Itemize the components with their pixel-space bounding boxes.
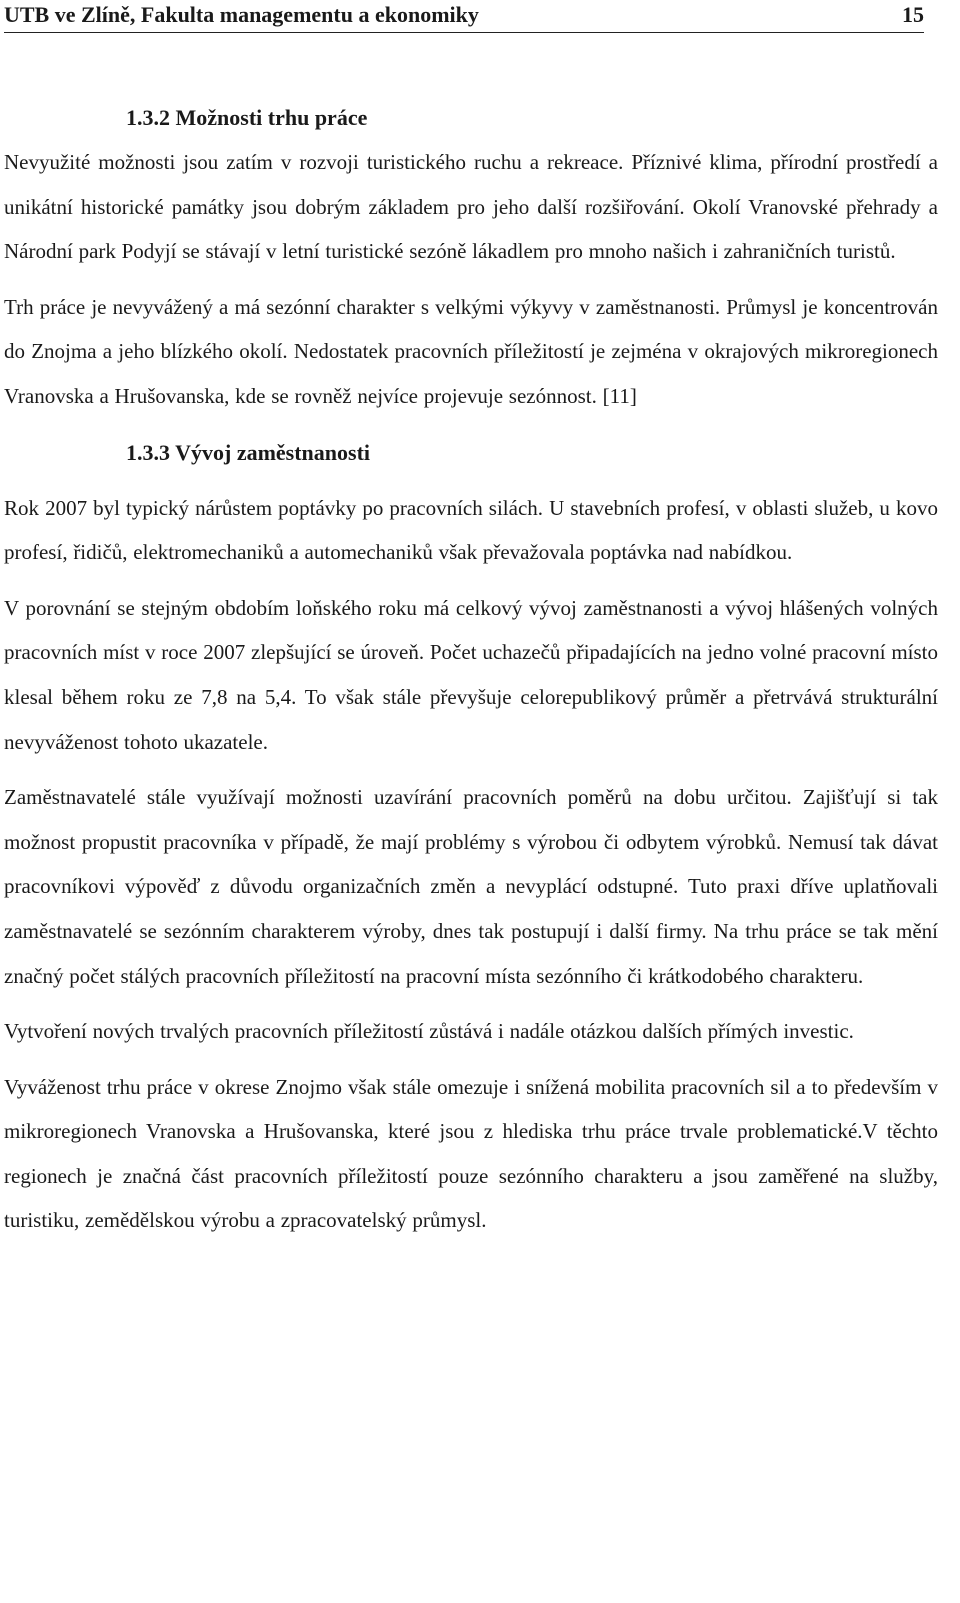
section-heading-1-3-3: 1.3.3 Vývoj zaměstnanosti [126, 439, 371, 465]
paragraph-comparison: V porovnání se stejným obdobím loňského roku má celkový vývoj zaměstnanosti a vývoj hlášených volných pracovních míst v roce 2007 zlepšující se úroveň. Počet uchazečů připadajících na jedno volné pracovní místo klesal během roku ze 7,8 na 5,4. To však stále převyšuje celorepublikový průměr a přetrvává strukturální nevyváženost tohoto ukazatele. [4, 595, 938, 754]
paragraph-demand-2007: Rok 2007 byl typický nárůstem poptávky po pracovních silách. U stavebních profesí, v oblasti služeb, u kovo profesí, řidičů, elektromechaniků a automechaniků však převažovala poptávka nad nabídkou. [4, 495, 938, 565]
page-number: 15 [902, 2, 924, 27]
section-heading-1-3-2: 1.3.2 Možnosti trhu práce [126, 105, 368, 130]
paragraph-investments: Vytvoření nových trvalých pracovních příležitostí zůstává i nadále otázkou dalších přímých investic. [4, 1019, 854, 1044]
page-header [4, 0, 924, 33]
paragraph-tourism: Nevyužité možnosti jsou zatím v rozvoji turistického ruchu a rekreace. Příznivé klima, přírodní prostředí a unikátní historické památky jsou dobrým základem pro jeho další rozšiřování. Okolí Vranovské přehrady a Národní park Podyjí se stávají v letní turistické sezóně lákadlem pro mnoho našich i zahraničních turistů. [4, 150, 938, 264]
document-body [4, 96, 938, 1243]
paragraph-labour-market: Trh práce je nevyvážený a má sezónní charakter s velkými výkyvy v zaměstnanosti. Průmysl je koncentrován do Znojma a jeho blízkého okolí. Nedostatek pracovních příležitostí je zejména v okrajových mikroregionech Vranovska a Hrušovanska, kde se rovněž nejvíce projevuje sezónnost. [11] [4, 294, 938, 408]
header-title: UTB ve Zlíně, Fakulta managementu a ekonomiky [4, 2, 479, 27]
paragraph-mobility: Vyváženost trhu práce v okrese Znojmo však stále omezuje i snížená mobilita pracovních sil a to především v mikroregionech Vranovska a Hrušovanska, které jsou z hlediska trhu práce trvale problematické.V těchto regionech je značná část pracovních příležitostí pouze sezónního charakteru a jsou zaměřené na služby, turistiku, zemědělskou výrobu a zpracovatelský průmysl. [4, 1074, 938, 1233]
paragraph-fixed-term-contracts: Zaměstnavatelé stále využívají možnosti uzavírání pracovních poměrů na dobu určitou. Zajišťují si tak možnost propustit pracovníka v případě, že mají problémy s výrobou či odbytem výrobků. Nemusí tak dávat pracovníkovi výpověď z důvodu organizačních změn a nevyplácí odstupné. Tuto praxi dříve uplatňovali zaměstnavatelé se sezónním charakterem výroby, dnes tak postupují i další firmy. Na trhu práce se tak mění značný počet stálých pracovních příležitostí na pracovní místa sezónního či krátkodobého charakteru. [4, 785, 938, 988]
